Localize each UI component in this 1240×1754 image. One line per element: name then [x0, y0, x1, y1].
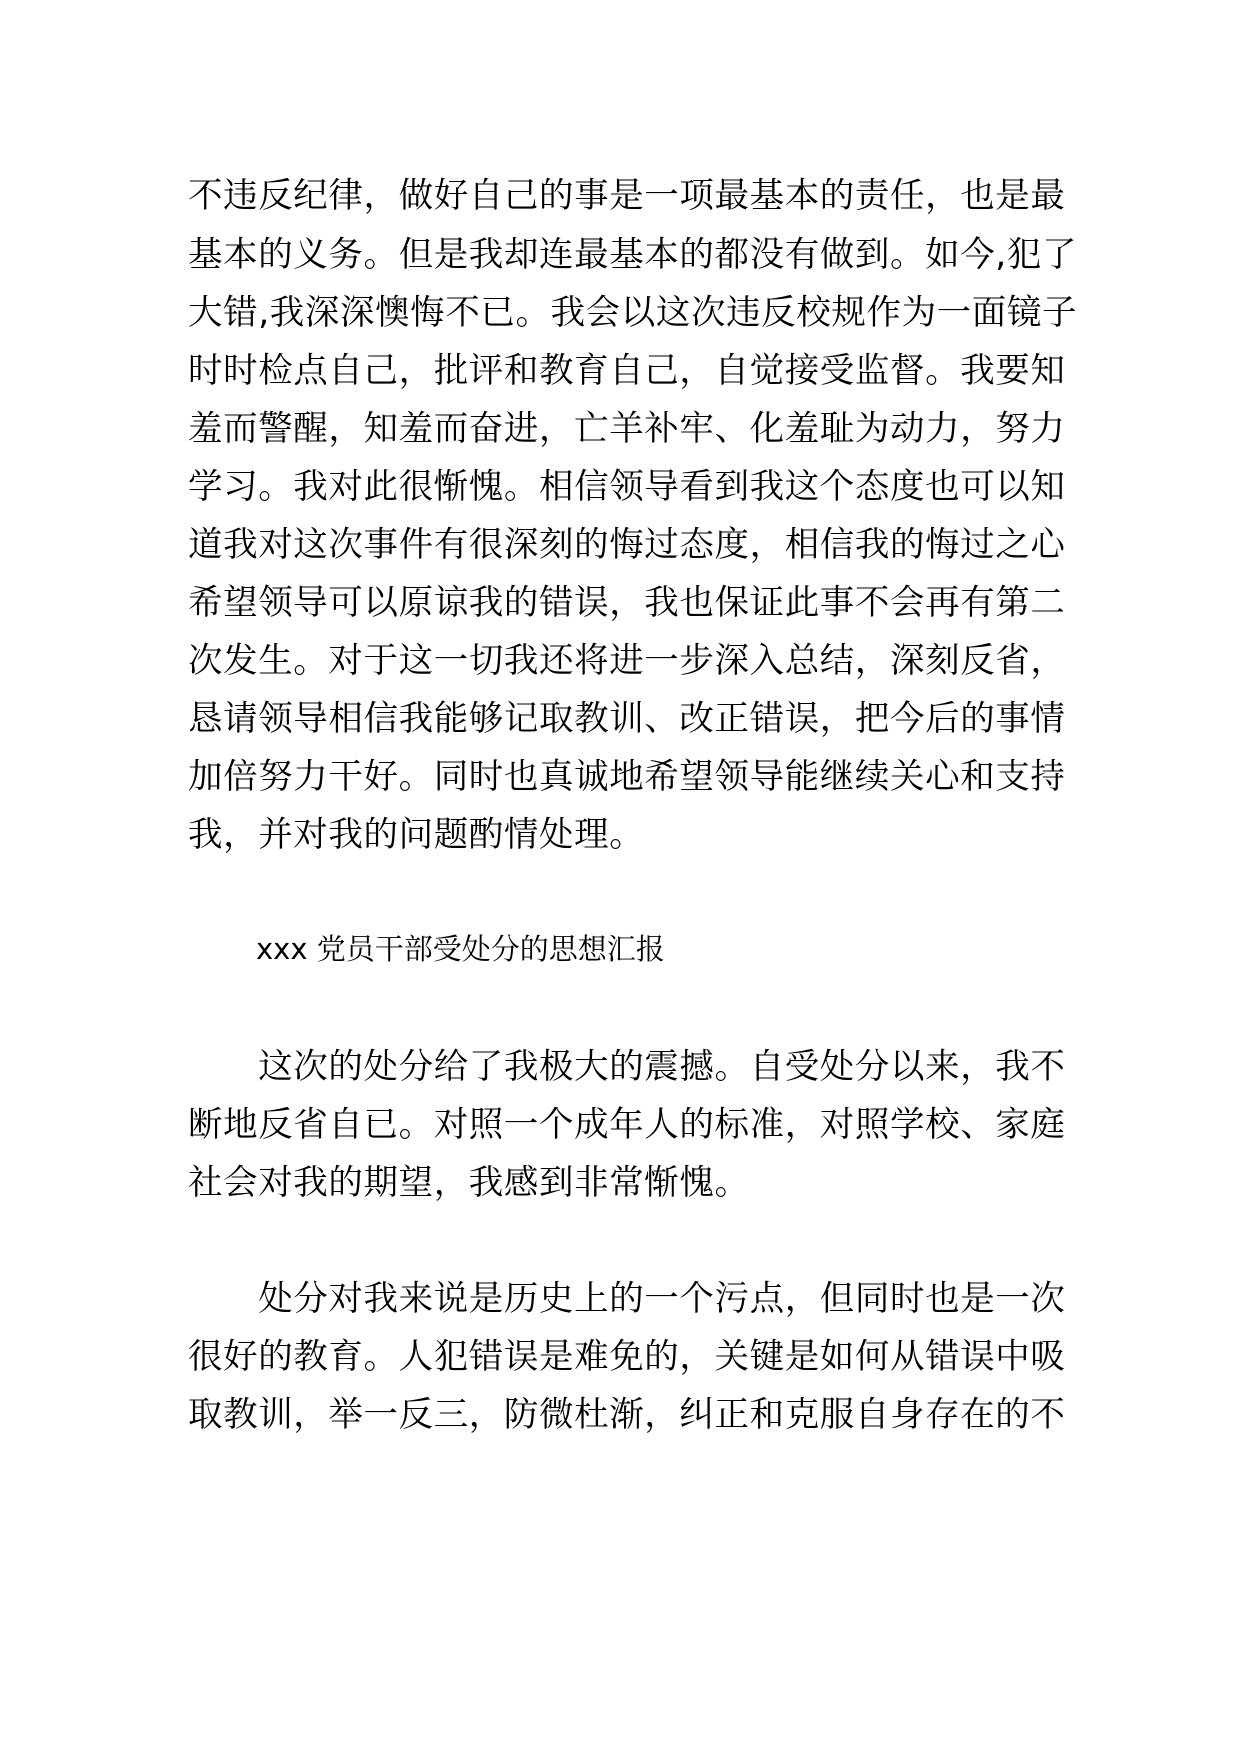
text-line: 恳请领导相信我能够记取教训、改正错误，把今后的事情	[188, 699, 1066, 739]
text-line: 不违反纪律，做好自己的事是一项最基本的责任，也是最	[188, 176, 1066, 216]
text-line: 次发生。对于这一切我还将进一步深入总结，深刻反省，	[188, 641, 1066, 681]
text-line: 希望领导可以原谅我的错误，我也保证此事不会再有第二	[188, 583, 1066, 623]
text-line: 处分对我来说是历史上的一个污点，但同时也是一次	[188, 1279, 1066, 1319]
text-line: 时时检点自己，批评和教育自己，自觉接受监督。我要知	[188, 351, 1066, 391]
text-line: 断地反省自已。对照一个成年人的标准，对照学校、家庭	[188, 1105, 1066, 1145]
text-line: 社会对我的期望，我感到非常惭愧。	[188, 1163, 750, 1203]
text-line: 加倍努力干好。同时也真诚地希望领导能继续关心和支持	[188, 757, 1066, 797]
text-line: 基本的义务。但是我却连最基本的都没有做到。如今,犯了	[188, 235, 1078, 275]
text-line: 这次的处分给了我极大的震撼。自受处分以来，我不	[188, 1047, 1066, 1087]
text-line: 很好的教育。人犯错误是难免的，关键是如何从错误中吸	[188, 1337, 1066, 1377]
text-line: 学习。我对此很惭愧。相信领导看到我这个态度也可以知	[188, 467, 1066, 507]
text-line: 道我对这次事件有很深刻的悔过态度，相信我的悔过之心	[188, 525, 1066, 565]
text-line: 我，并对我的问题酌情处理。	[188, 815, 645, 855]
text-line: 羞而警醒，知羞而奋进，亡羊补牢、化羞耻为动力，努力	[188, 409, 1066, 449]
text-line: 取教训，举一反三，防微杜渐，纠正和克服自身存在的不	[188, 1395, 1066, 1435]
text-line: 大错,我深深懊悔不已。我会以这次违反校规作为一面镜子	[188, 293, 1078, 333]
section-title: xxx 党员干部受处分的思想汇报	[256, 932, 665, 966]
